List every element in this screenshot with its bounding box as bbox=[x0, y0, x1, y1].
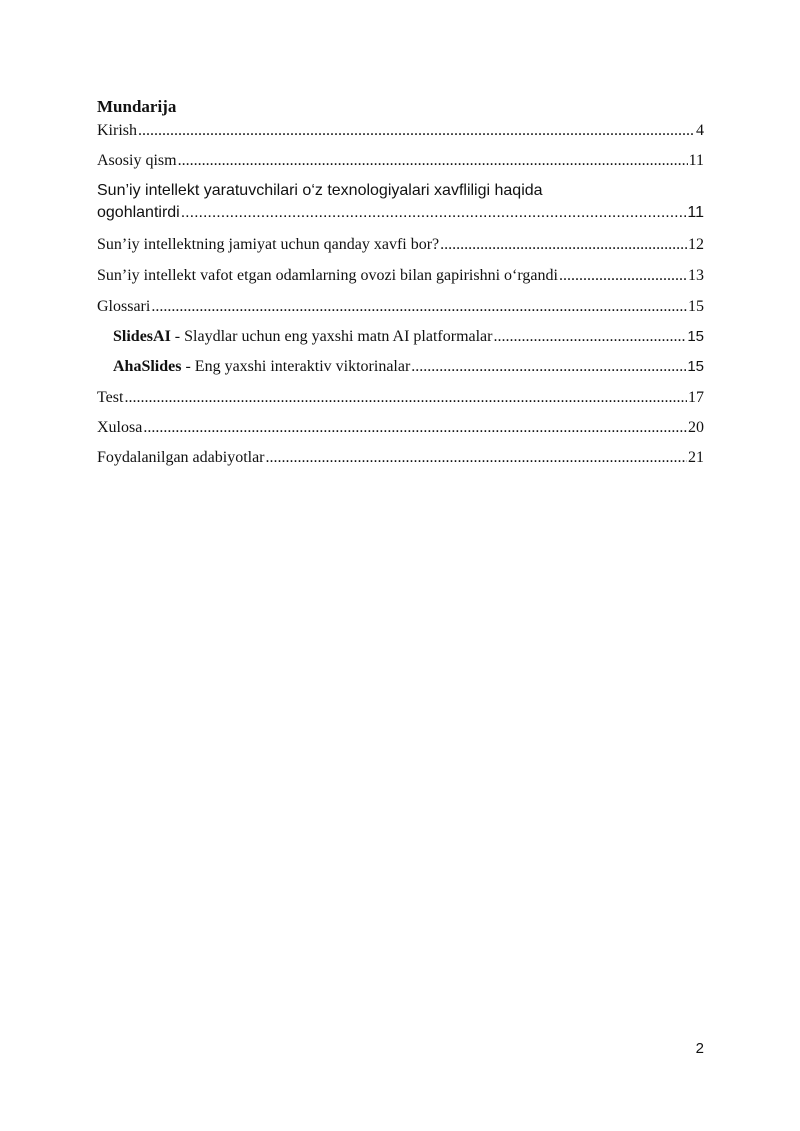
toc-page-number: 12 bbox=[688, 236, 704, 253]
toc-leader-dots bbox=[559, 265, 687, 287]
toc-entry-glossari[interactable] bbox=[97, 296, 704, 318]
toc-leader-dots bbox=[493, 326, 686, 348]
table-of-contents bbox=[97, 97, 704, 466]
toc-leader-dots bbox=[440, 234, 687, 256]
toc-leader-dots bbox=[411, 356, 686, 378]
toc-entry-text: Glossari bbox=[97, 298, 151, 315]
toc-page-number: 15 bbox=[688, 298, 704, 315]
toc-leader-dots bbox=[124, 387, 687, 409]
toc-entry-asosiy-qism[interactable] bbox=[97, 150, 704, 172]
toc-entry-text: Foydalanilgan adabiyotlar bbox=[97, 449, 265, 466]
toc-entry-ogohlantirdi[interactable] bbox=[97, 180, 704, 224]
toc-entry-description: - Eng yaxshi interaktiv viktorinalar bbox=[181, 358, 411, 375]
toc-leader-dots bbox=[151, 296, 687, 318]
toc-page-number: 11 bbox=[688, 152, 704, 169]
toc-page-number: 4 bbox=[696, 122, 704, 139]
toc-entry-text bbox=[113, 326, 492, 348]
page-number: 2 bbox=[695, 1040, 704, 1057]
toc-leader-dots bbox=[178, 150, 688, 172]
toc-entry-jamiyat-xavfi[interactable] bbox=[97, 234, 704, 256]
toc-entry-text-line1: Sun’iy intellekt yaratuvchilari o‘z texnologiyalari xavfliligi haqida bbox=[97, 182, 543, 199]
toc-entry-description: - Slaydlar uchun eng yaxshi matn AI platformalar bbox=[170, 328, 493, 345]
toc-page-number: 15 bbox=[687, 358, 704, 375]
toc-page-number: 13 bbox=[688, 267, 704, 284]
toc-entry-ahaslides[interactable] bbox=[113, 356, 704, 378]
toc-leader-dots bbox=[143, 417, 687, 439]
toc-title: Mundarija bbox=[97, 97, 177, 116]
toc-entry-vafot-etgan-ovozi[interactable] bbox=[97, 265, 704, 287]
toc-entry-text: ogohlantirdi bbox=[97, 204, 180, 221]
toc-entry-text: Asosiy qism bbox=[97, 152, 177, 169]
toc-leader-dots bbox=[266, 447, 687, 469]
toc-entry-kirish[interactable] bbox=[97, 120, 704, 142]
toc-entry-slidesai[interactable] bbox=[113, 326, 704, 348]
toc-page-number: 11 bbox=[687, 204, 704, 221]
toc-entry-text: Sun’iy intellektning jamiyat uchun qanday xavfi bor? bbox=[97, 236, 440, 253]
toc-entry-text bbox=[113, 356, 410, 378]
toc-page-number: 20 bbox=[688, 419, 704, 436]
toc-leader-dots bbox=[138, 120, 695, 142]
toc-entry-text: Test bbox=[97, 389, 124, 406]
toc-entry-bold-name: AhaSlides bbox=[113, 358, 182, 375]
toc-page-number: 21 bbox=[688, 449, 704, 466]
toc-entry-bold-name: SlidesAI bbox=[113, 328, 171, 345]
toc-page-number: 15 bbox=[687, 328, 704, 345]
toc-entry-text: Xulosa bbox=[97, 419, 143, 436]
toc-entry-test[interactable] bbox=[97, 387, 704, 409]
toc-leader-dots bbox=[181, 202, 687, 224]
toc-entry-xulosa[interactable] bbox=[97, 417, 704, 439]
toc-entry-foydalanilgan-adabiyotlar[interactable] bbox=[97, 447, 704, 469]
toc-page-number: 17 bbox=[688, 389, 704, 406]
toc-entry-text: Sun’iy intellekt vafot etgan odamlarning ovozi bilan gapirishni o‘rgandi bbox=[97, 267, 558, 284]
toc-entry-text: Kirish bbox=[97, 122, 137, 139]
